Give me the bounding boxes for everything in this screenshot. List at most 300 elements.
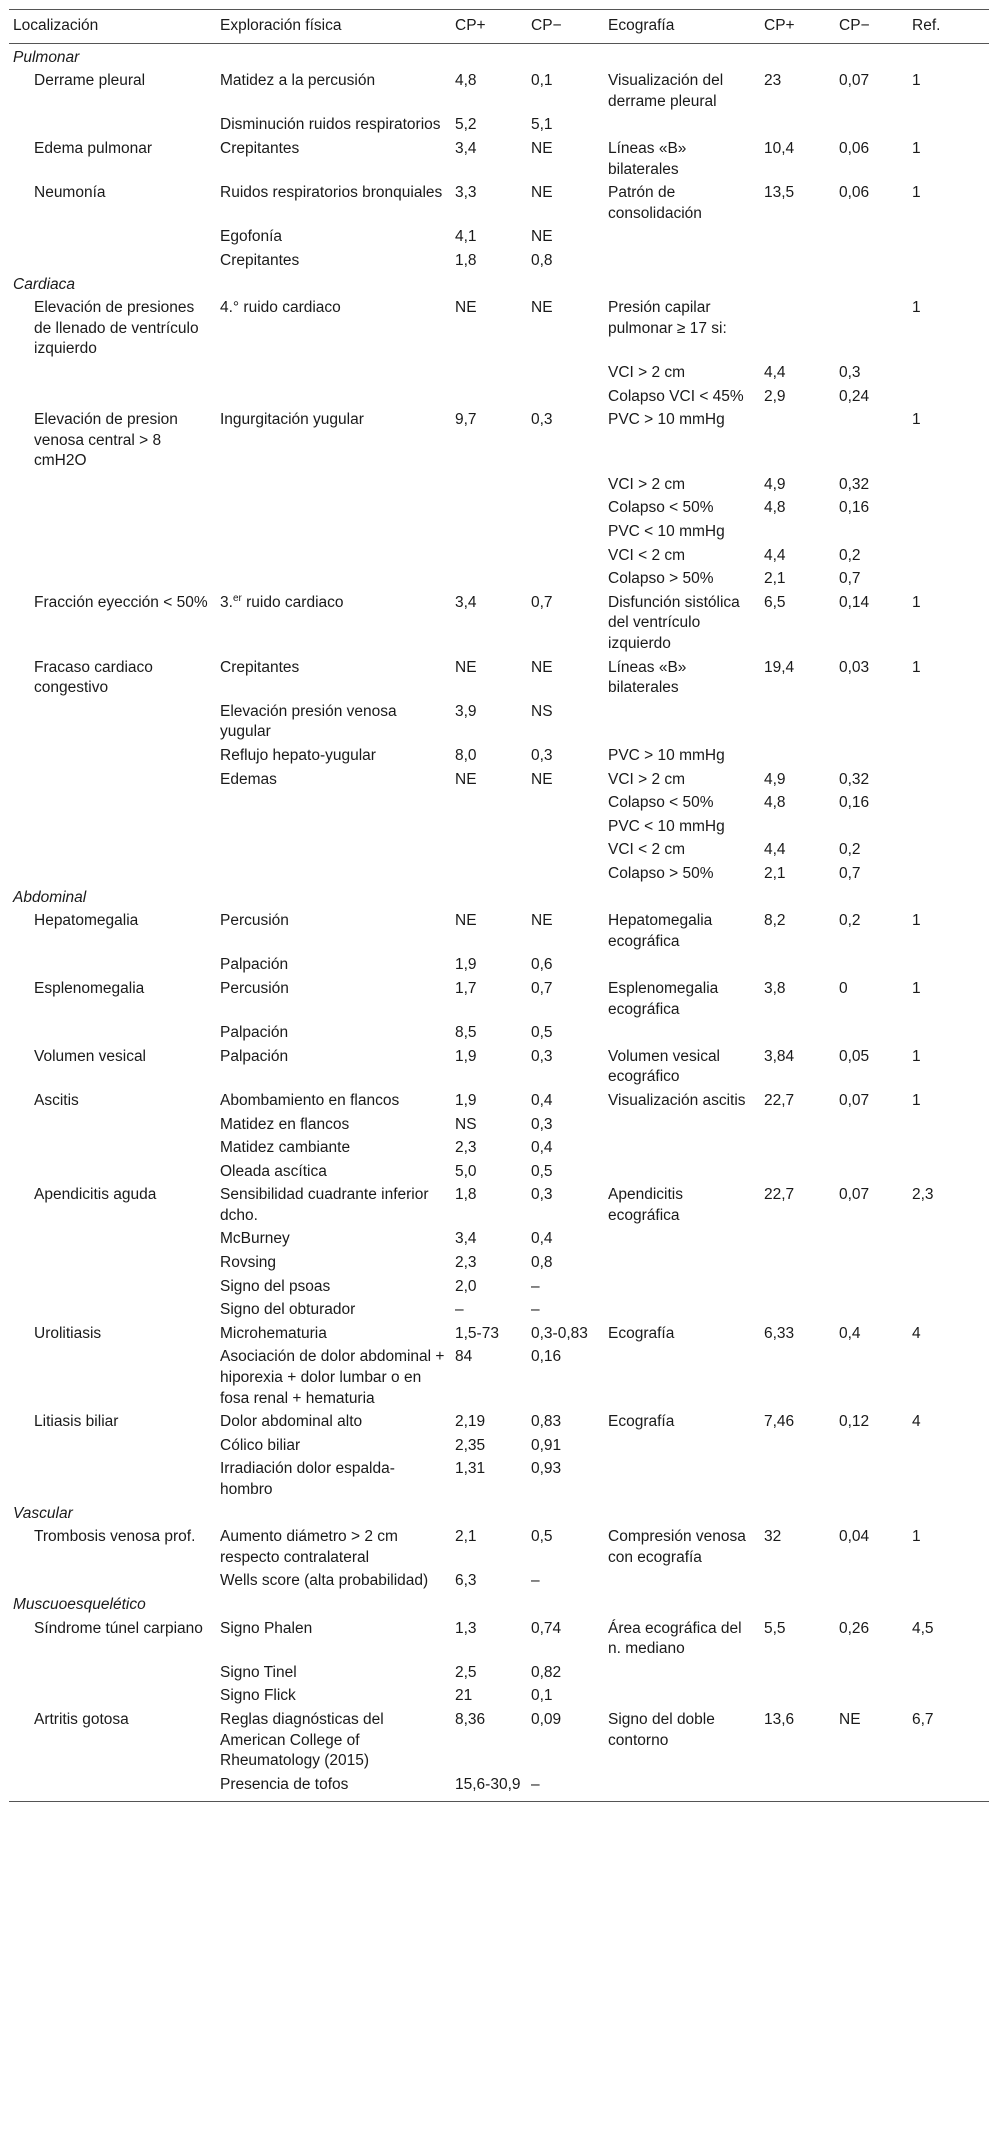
- table-row: [9, 473, 989, 497]
- cell-cp-minus-eco: [835, 1773, 908, 1802]
- cell-exploracion: Elevación presión venosa yugular: [220, 702, 397, 741]
- cell-ecografia: [604, 1251, 760, 1275]
- table-row: [9, 1617, 989, 1661]
- cell-cp-minus-eco: [835, 1275, 908, 1299]
- cell-ecografia: PVC < 10 mmHg: [608, 817, 725, 835]
- table-row: [9, 791, 989, 815]
- cell-cp-plus-eco: 4,9: [764, 475, 786, 493]
- cell-cp-plus-eco: 22,7: [764, 1091, 795, 1109]
- cell-localizacion: [9, 249, 216, 273]
- cell-ref: 4,5: [912, 1619, 934, 1637]
- cell-cp-minus-fisica: –: [531, 1572, 540, 1590]
- cell-localizacion: Volumen vesical: [34, 1047, 147, 1065]
- cell-cp-minus-eco: NE: [839, 1710, 861, 1728]
- cell-cp-plus-fisica: 2,3: [455, 1254, 477, 1272]
- cell-ecografia: Colapso < 50%: [608, 794, 714, 812]
- cell-cp-plus-fisica: 1,8: [455, 251, 477, 269]
- cell-ecografia: [604, 113, 760, 137]
- cell-cp-plus-fisica: 21: [455, 1687, 473, 1705]
- cell-cp-minus-fisica: 0,8: [531, 1254, 553, 1272]
- cell-cp-plus-eco: 4,4: [764, 363, 786, 381]
- cell-cp-plus-fisica: 8,0: [455, 747, 477, 764]
- cell-cp-minus-eco: 0,3: [839, 363, 861, 381]
- cell-cp-plus-fisica: 2,35: [455, 1436, 486, 1454]
- cell-localizacion: [9, 361, 216, 385]
- cell-ecografia: Ecografía: [608, 1413, 675, 1431]
- cell-exploracion: Oleada ascítica: [220, 1162, 327, 1180]
- cell-cp-minus-eco: [835, 1457, 908, 1501]
- cell-ref: 1: [912, 184, 921, 202]
- cell-localizacion: [9, 113, 216, 137]
- cell-cp-plus-eco: [760, 296, 835, 361]
- cell-exploracion: Matidez en flancos: [220, 1115, 350, 1133]
- cell-cp-plus-fisica: NE: [455, 770, 477, 788]
- cell-cp-minus-fisica: NE: [531, 658, 553, 676]
- cell-cp-minus-eco: [835, 1684, 908, 1708]
- cell-localizacion: [9, 791, 216, 815]
- cell-cp-minus-eco: 0,2: [839, 546, 861, 564]
- cell-cp-plus-eco: 13,6: [764, 1710, 795, 1728]
- cell-ecografia: Compresión venosa con ecografía: [608, 1528, 746, 1566]
- table-row: [9, 700, 989, 744]
- cell-cp-minus-fisica: NE: [531, 299, 553, 317]
- cell-cp-minus-eco: 0,32: [839, 770, 870, 788]
- cell-cp-minus-eco: 0,03: [839, 658, 870, 676]
- cell-ref: 1: [912, 139, 921, 157]
- cell-cp-minus-eco: 0,06: [839, 139, 870, 157]
- cell-cp-minus-fisica: 0,3: [531, 1115, 553, 1133]
- table-row: [9, 1113, 989, 1137]
- cell-cp-minus-eco: [835, 1298, 908, 1322]
- cell-ref: [908, 361, 989, 385]
- cell-ref: [908, 1298, 989, 1322]
- cell-cp-minus-eco: [835, 249, 908, 273]
- cell-ecografia: Colapso > 50%: [608, 570, 714, 588]
- table-row: [9, 361, 989, 385]
- cell-localizacion: [9, 1773, 216, 1802]
- section-title: Muscuoesquelético: [13, 1595, 146, 1613]
- header-row: [9, 10, 989, 44]
- cell-cp-plus-fisica: 3,4: [455, 139, 477, 157]
- cell-cp-minus-fisica: 0,5: [531, 1162, 553, 1180]
- cell-exploracion: [216, 385, 451, 409]
- cell-exploracion: Sensibilidad cuadrante inferior dcho.: [220, 1186, 429, 1224]
- table-row: [9, 544, 989, 568]
- cell-cp-minus-eco: 0: [839, 979, 848, 997]
- cell-cp-minus-eco: 0,32: [839, 475, 870, 493]
- cell-cp-minus-eco: 0,2: [839, 841, 861, 859]
- cell-exploracion: [216, 862, 451, 886]
- cell-cp-plus-eco: [760, 1298, 835, 1322]
- cell-cp-minus-fisica: [527, 385, 604, 409]
- cell-localizacion: Esplenomegalia: [34, 979, 145, 997]
- table-row: [9, 815, 989, 839]
- cell-ref: [908, 1773, 989, 1802]
- cell-exploracion: Ingurgitación yugular: [220, 411, 364, 429]
- cell-ecografia: VCI < 2 cm: [608, 841, 686, 859]
- cell-ref: [908, 1684, 989, 1708]
- cell-cp-plus-eco: 2,9: [764, 387, 786, 405]
- cell-cp-minus-fisica: [527, 473, 604, 497]
- cell-cp-plus-fisica: [451, 385, 527, 409]
- cell-cp-plus-fisica: NE: [455, 658, 477, 676]
- cell-cp-plus-eco: 4,8: [764, 499, 786, 517]
- cell-cp-minus-fisica: [527, 791, 604, 815]
- cell-ecografia: Ecografía: [608, 1324, 675, 1342]
- col-header-exploracion: Exploración física: [216, 10, 451, 44]
- cell-cp-plus-fisica: –: [455, 1301, 464, 1319]
- cell-cp-plus-eco: 4,8: [764, 794, 786, 812]
- cell-ref: [908, 838, 989, 862]
- cell-exploracion: Signo del obturador: [220, 1301, 356, 1319]
- table-row: [9, 1021, 989, 1045]
- section-title: Abdominal: [13, 888, 87, 906]
- cell-ecografia: PVC < 10 mmHg: [608, 523, 725, 541]
- cell-cp-minus-eco: [835, 408, 908, 473]
- cell-exploracion: [216, 815, 451, 839]
- cell-cp-minus-fisica: 5,1: [531, 116, 553, 134]
- cell-cp-minus-fisica: [527, 496, 604, 520]
- cell-cp-plus-eco: [760, 1113, 835, 1137]
- table-row: [9, 909, 989, 953]
- cell-ecografia: Hepatomegalia ecográfica: [608, 912, 713, 950]
- cell-cp-minus-fisica: NE: [531, 228, 553, 246]
- cell-exploracion: Dolor abdominal alto: [220, 1413, 363, 1431]
- cell-cp-plus-fisica: [451, 520, 527, 544]
- cell-exploracion: Signo Flick: [220, 1687, 296, 1705]
- cell-cp-minus-fisica: NE: [531, 770, 553, 788]
- table-row: [9, 1160, 989, 1184]
- cell-ref: [908, 225, 989, 249]
- cell-ref: [908, 1434, 989, 1458]
- cell-ref: [908, 953, 989, 977]
- cell-cp-plus-fisica: 1,5-73: [455, 1324, 499, 1342]
- cell-cp-minus-eco: 0,4: [839, 1324, 861, 1342]
- diagnostic-table: [9, 9, 989, 1802]
- col-header-localizacion: Localización: [9, 10, 216, 44]
- cell-cp-plus-fisica: 2,19: [455, 1413, 486, 1431]
- cell-ref: 1: [912, 593, 921, 611]
- cell-exploracion: Crepitantes: [220, 658, 300, 676]
- cell-ecografia: VCI > 2 cm: [608, 363, 686, 381]
- cell-localizacion: [9, 700, 216, 744]
- cell-ref: [908, 567, 989, 591]
- cell-cp-plus-eco: 3,84: [764, 1047, 795, 1065]
- cell-cp-minus-fisica: 0,16: [531, 1348, 562, 1366]
- cell-cp-minus-eco: 0,7: [839, 570, 861, 588]
- cell-exploracion: Matidez a la percusión: [220, 72, 376, 90]
- cell-ecografia: Colapso > 50%: [608, 864, 714, 882]
- cell-ecografia: Signo del doble contorno: [608, 1710, 715, 1749]
- cell-exploracion: Palpación: [220, 1024, 289, 1042]
- cell-cp-minus-fisica: 0,6: [531, 956, 553, 974]
- cell-cp-minus-fisica: 0,4: [531, 1230, 553, 1248]
- cell-localizacion: [9, 1275, 216, 1299]
- cell-ref: 1: [912, 72, 921, 90]
- table-row: [9, 1684, 989, 1708]
- cell-cp-plus-eco: 10,4: [764, 139, 795, 157]
- cell-ecografia: Colapso < 50%: [608, 499, 714, 517]
- table-row: [9, 1136, 989, 1160]
- cell-ecografia: [604, 700, 760, 744]
- cell-exploracion: Crepitantes: [220, 251, 300, 269]
- cell-ecografia: [604, 1345, 760, 1410]
- cell-cp-plus-eco: 2,1: [764, 570, 786, 588]
- cell-cp-plus-eco: [760, 408, 835, 473]
- cell-cp-minus-fisica: 0,4: [531, 1139, 553, 1157]
- cell-exploracion: Edemas: [220, 770, 277, 788]
- cell-ref: 1: [912, 411, 921, 429]
- cell-cp-plus-fisica: [451, 791, 527, 815]
- cell-cp-minus-fisica: 0,3: [531, 411, 553, 429]
- cell-localizacion: [9, 744, 216, 768]
- cell-cp-plus-fisica: 8,5: [455, 1024, 477, 1042]
- cell-localizacion: [9, 1251, 216, 1275]
- table-row: [9, 1457, 989, 1501]
- cell-cp-minus-fisica: 0,7: [531, 593, 553, 611]
- cell-ref: 1: [912, 1047, 921, 1065]
- cell-cp-plus-eco: [760, 744, 835, 768]
- table-row: [9, 1773, 989, 1802]
- cell-ecografia: Esplenomegalia ecográfica: [608, 979, 719, 1018]
- cell-ref: [908, 1661, 989, 1685]
- cell-cp-minus-fisica: [527, 838, 604, 862]
- cell-localizacion: Urolitiasis: [34, 1324, 102, 1342]
- cell-cp-plus-fisica: 1,7: [455, 979, 477, 997]
- cell-cp-plus-eco: 22,7: [764, 1186, 795, 1204]
- cell-ref: [908, 1457, 989, 1501]
- col-header-cp-minus-fisica: CP−: [527, 10, 604, 44]
- table-row: [9, 1183, 989, 1227]
- cell-localizacion: Ascitis: [34, 1091, 79, 1109]
- cell-ref: [908, 1113, 989, 1137]
- cell-localizacion: [9, 1457, 216, 1501]
- cell-cp-plus-eco: [760, 1136, 835, 1160]
- cell-cp-plus-eco: 4,4: [764, 546, 786, 564]
- table-row: [9, 567, 989, 591]
- cell-cp-minus-fisica: –: [527, 1773, 604, 1802]
- cell-ref: 1: [912, 1528, 921, 1546]
- cell-ref: [908, 700, 989, 744]
- table-row: [9, 296, 989, 361]
- cell-cp-minus-fisica: 0,8: [531, 251, 553, 269]
- cell-exploracion: Signo Tinel: [220, 1663, 297, 1681]
- cell-cp-plus-fisica: 84: [455, 1348, 473, 1366]
- table-body: [9, 43, 989, 1802]
- cell-cp-minus-fisica: [527, 361, 604, 385]
- cell-localizacion: Fracaso cardiaco congestivo: [34, 658, 153, 697]
- cell-cp-plus-fisica: 2,1: [455, 1528, 477, 1546]
- cell-cp-plus-fisica: 15,6-30,9: [451, 1773, 527, 1802]
- cell-cp-minus-fisica: [527, 862, 604, 886]
- cell-exploracion: Asociación de dolor abdominal + hiporexia + dolor lumbar o en fosa renal + hematuria: [220, 1348, 445, 1407]
- cell-cp-plus-eco: [760, 113, 835, 137]
- cell-cp-plus-fisica: 1,9: [455, 1091, 477, 1109]
- cell-cp-plus-fisica: 6,3: [455, 1572, 477, 1590]
- cell-localizacion: [9, 1113, 216, 1137]
- table-row: [9, 1045, 989, 1089]
- cell-ref: [908, 385, 989, 409]
- cell-cp-plus-fisica: 2,3: [455, 1139, 477, 1157]
- cell-ecografia: PVC > 10 mmHg: [608, 411, 725, 429]
- cell-cp-plus-eco: 4,9: [764, 770, 786, 788]
- cell-exploracion: Egofonía: [220, 228, 283, 246]
- cell-localizacion: [9, 1298, 216, 1322]
- cell-exploracion: Crepitantes: [220, 139, 300, 157]
- cell-ecografia: Volumen vesical ecográfico: [608, 1047, 721, 1086]
- cell-cp-minus-fisica: NS: [531, 702, 553, 720]
- cell-cp-plus-eco: [760, 1434, 835, 1458]
- cell-ref: 1: [912, 912, 921, 930]
- table-row: [9, 113, 989, 137]
- cell-exploracion: [216, 838, 451, 862]
- cell-cp-minus-eco: [835, 1021, 908, 1045]
- cell-exploracion: [216, 791, 451, 815]
- cell-localizacion: [9, 1021, 216, 1045]
- cell-cp-plus-fisica: 1,9: [455, 1047, 477, 1065]
- cell-cp-minus-eco: 0,07: [839, 1091, 870, 1109]
- cell-cp-plus-fisica: [451, 473, 527, 497]
- cell-ecografia: Visualización del derrame pleural: [608, 72, 724, 110]
- table-row: [9, 181, 989, 225]
- cell-cp-minus-eco: [835, 1345, 908, 1410]
- cell-localizacion: [9, 225, 216, 249]
- cell-ecografia: PVC > 10 mmHg: [608, 747, 725, 764]
- cell-exploracion: Percusión: [220, 979, 289, 997]
- cell-localizacion: Litiasis biliar: [34, 1413, 119, 1431]
- cell-exploracion: Palpación: [220, 956, 289, 974]
- cell-cp-minus-fisica: 0,83: [531, 1413, 562, 1431]
- table-row: [9, 838, 989, 862]
- cell-cp-minus-eco: 0,7: [839, 864, 861, 882]
- section-row: [9, 43, 989, 69]
- table-row: [9, 1569, 989, 1593]
- section-title: Vascular: [13, 1504, 73, 1522]
- cell-cp-plus-fisica: [451, 862, 527, 886]
- cell-exploracion: Matidez cambiante: [220, 1139, 351, 1157]
- cell-cp-plus-eco: [760, 1684, 835, 1708]
- cell-cp-minus-eco: 0,06: [839, 184, 870, 202]
- cell-ecografia: [604, 249, 760, 273]
- cell-ref: 1: [912, 1091, 921, 1109]
- section-row: [9, 273, 989, 297]
- col-header-cp-minus-eco: CP−: [835, 10, 908, 44]
- table-row: [9, 1275, 989, 1299]
- cell-cp-minus-fisica: 0,1: [531, 1687, 553, 1705]
- cell-localizacion: [9, 953, 216, 977]
- cell-ref: [908, 862, 989, 886]
- cell-cp-plus-fisica: 2,0: [455, 1277, 477, 1295]
- cell-exploracion: 3.$^{er}$ ruido cardiaco: [220, 592, 344, 611]
- cell-ref: 6,7: [912, 1710, 934, 1728]
- cell-ecografia: Visualización ascitis: [608, 1091, 746, 1109]
- cell-exploracion: [216, 361, 451, 385]
- table-row: [9, 1708, 989, 1773]
- cell-cp-plus-eco: 6,33: [764, 1324, 795, 1342]
- cell-ecografia: VCI < 2 cm: [608, 546, 686, 564]
- cell-cp-minus-eco: 0,14: [839, 593, 870, 611]
- cell-cp-minus-eco: 0,2: [839, 912, 861, 930]
- cell-localizacion: Neumonía: [34, 184, 106, 202]
- cell-cp-minus-eco: 0,24: [839, 387, 870, 405]
- section-title: Cardiaca: [13, 275, 76, 293]
- cell-exploracion: Aumento diámetro > 2 cm respecto contralateral: [220, 1528, 398, 1566]
- cell-ref: [908, 1160, 989, 1184]
- cell-cp-minus-eco: [835, 296, 908, 361]
- cell-ref: 4: [912, 1413, 921, 1431]
- cell-cp-plus-eco: 19,4: [764, 658, 795, 676]
- cell-cp-plus-fisica: 4,1: [455, 228, 477, 246]
- cell-ref: [908, 496, 989, 520]
- table-row: [9, 69, 989, 113]
- cell-cp-plus-fisica: NE: [455, 912, 477, 930]
- cell-cp-plus-eco: [760, 249, 835, 273]
- cell-cp-plus-eco: [760, 1021, 835, 1045]
- cell-localizacion: [9, 768, 216, 792]
- cell-cp-plus-fisica: [451, 838, 527, 862]
- cell-cp-minus-eco: [835, 1251, 908, 1275]
- table-row: [9, 591, 989, 656]
- section-row: [9, 1502, 989, 1526]
- cell-cp-minus-fisica: NE: [531, 184, 553, 202]
- cell-exploracion: Presencia de tofos: [216, 1773, 451, 1802]
- cell-cp-plus-eco: [760, 1569, 835, 1593]
- cell-ecografia: [604, 1684, 760, 1708]
- col-header-cp-plus-fisica: CP+: [451, 10, 527, 44]
- col-header-ref: Ref.: [908, 10, 989, 44]
- cell-ecografia: Líneas «B» bilaterales: [608, 658, 687, 697]
- cell-cp-minus-fisica: [527, 544, 604, 568]
- cell-ref: [908, 520, 989, 544]
- cell-ecografia: [604, 1227, 760, 1251]
- cell-localizacion: [9, 544, 216, 568]
- cell-cp-minus-eco: [835, 815, 908, 839]
- cell-ref: [908, 1227, 989, 1251]
- table-row: [9, 768, 989, 792]
- cell-cp-minus-eco: [835, 1227, 908, 1251]
- cell-exploracion: Percusión: [220, 912, 289, 930]
- cell-cp-plus-fisica: 5,0: [455, 1162, 477, 1180]
- cell-ref: [908, 791, 989, 815]
- col-header-cp-plus-eco: CP+: [760, 10, 835, 44]
- cell-ref: [908, 1136, 989, 1160]
- cell-cp-minus-eco: [835, 225, 908, 249]
- cell-ecografia: Líneas «B» bilaterales: [608, 139, 687, 178]
- cell-cp-minus-eco: 0,12: [839, 1413, 870, 1431]
- cell-ref: [908, 1569, 989, 1593]
- table-row: [9, 1322, 989, 1346]
- cell-localizacion: Hepatomegalia: [34, 912, 139, 930]
- cell-cp-minus-fisica: 0,1: [531, 72, 553, 90]
- cell-localizacion: [9, 862, 216, 886]
- cell-exploracion: [216, 520, 451, 544]
- cell-cp-minus-fisica: [527, 520, 604, 544]
- cell-ecografia: [604, 1113, 760, 1137]
- cell-localizacion: Apendicitis aguda: [34, 1186, 157, 1204]
- cell-exploracion: McBurney: [220, 1230, 290, 1248]
- cell-cp-minus-fisica: 0,91: [531, 1436, 562, 1454]
- cell-exploracion: Reglas diagnósticas del American College of Rheumatology (2015): [220, 1710, 384, 1770]
- cell-cp-minus-eco: 0,04: [839, 1528, 870, 1546]
- cell-cp-minus-eco: [835, 953, 908, 977]
- cell-cp-plus-fisica: 3,3: [455, 184, 477, 202]
- cell-localizacion: Artritis gotosa: [34, 1710, 129, 1728]
- cell-cp-plus-eco: 4,4: [764, 841, 786, 859]
- cell-localizacion: [9, 1136, 216, 1160]
- table-row: [9, 385, 989, 409]
- cell-exploracion: [216, 567, 451, 591]
- cell-exploracion: Cólico biliar: [220, 1436, 301, 1454]
